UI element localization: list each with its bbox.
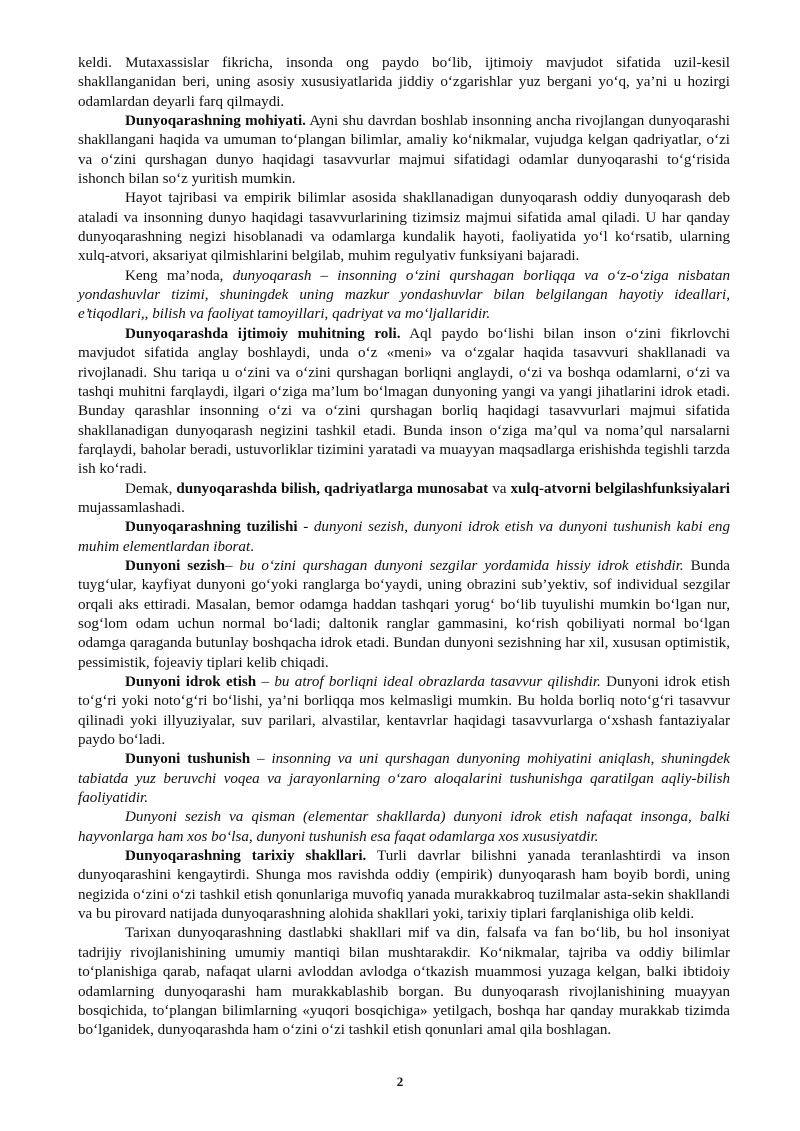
text-run: . <box>250 538 254 555</box>
paragraph-9 <box>78 750 730 808</box>
bold-text-run: Dunyoni tushunish <box>125 751 251 768</box>
text-run: Turli davrlar bilishni yanada teranlashtirdi va inson dunyoqarashini kengaytirdi. Shunga mos ravishda oddiy (empirik) dunyoqarash ham boyib bordi, uning negizida o‘zini o‘zi tashkil etish qonunlariga muvofiq yanada murakkabroq tuzilmalar asta-sekin shakllandi va bu pirovard natijada dunyoqarashning alohida shakllari yoki, tarixiy tiplari farqlanishiga olib keldi. <box>78 848 730 923</box>
text-run: - <box>297 519 314 536</box>
text-run: – <box>250 751 272 768</box>
text-run: Hayot tajribasi va empirik bilimlar asosida shakllanadigan dunyoqarash oddiy dunyoqarash deb ataladi va insonning dunyo haqidagi tasavvurlarining tizimsiz majmui sifatida amal qiladi. U har qanday dunyoqarashning negizi hisoblanadi va odamlarga kundalik hayoti, faoliyatida yo‘l ko‘rsatib, ularning xulq-atvori, aksariyat qilmishlarini belgilab, muhim regulyativ funksiyani bajaradi. <box>78 190 730 265</box>
italic-text-run: insonning va uni qurshagan dunyoning mohiyatini aniqlash, shuningdek tabiatda yuz beruvchi voqea va jarayonlarning o‘zaro aloqalarini tushunishga qaratilgan aqliy-bilish faoliyatidir. <box>78 751 730 807</box>
italic-text-run: Dunyoni sezish va qisman (elementar shakllarda) dunyoni idrok etish nafaqat insonga, balki hayvonlarga ham xos bo‘lsa, dunyoni tushunish esa faqat odamlarga xos xususiyatdir. <box>78 809 730 845</box>
text-run: va <box>488 480 511 497</box>
italic-text-run: dunyoni sezish, dunyoni idrok etish va dunyoni tushunish kabi eng muhim elementlardan iborat <box>78 519 730 555</box>
bold-text-run: xulq-atvorni belgilashfunksiyalari <box>510 480 730 497</box>
text-run: Keng ma’noda, <box>125 267 233 284</box>
document-body <box>78 54 730 1041</box>
bold-text-run: Dunyoqarashning tuzilishi <box>125 519 298 536</box>
bold-text-run: Dunyoni idrok etish <box>125 674 257 690</box>
italic-text-run: bu atrof borliqni ideal obrazlarda tasavvur qilishdir. <box>274 674 601 690</box>
paragraph-10 <box>78 808 730 847</box>
paragraph-5 <box>78 480 730 519</box>
bold-text-run: dunyoqarashda bilish, qadriyatlarga munosabat <box>176 480 489 497</box>
bold-text-run: Dunyoqarashda ijtimoiy muhitning roli. <box>125 325 401 342</box>
text-run: keldi. Mutaxassislar fikricha, insonda ong paydo bo‘lib, ijtimoiy mavjudot sifatida uzil-kesil shakllanganidan beri, uning asosiy xususiyatlarida jiddiy o‘zgarishlar yuz bergani yo‘q, ya’ni u hozirgi odamlardan deyarli farq qilmaydi. <box>78 55 730 110</box>
paragraph-2 <box>78 189 730 266</box>
italic-text-run: – bu o‘zini qurshagan dunyoni sezgilar yordamida hissiy idrok etishdir. <box>225 557 684 574</box>
text-run: Dunyoni idrok etish to‘g‘ri yoki noto‘g‘ri bo‘lishi, ya’ni borliqqa mos kelmasligi mumkin. Bu holda borliq noto‘g‘ri tasavvur qilinadi yoki illyuziyalar, suv parilari, alvastilar, kentavrlar haqidagi tasavvurlarga o‘xshash fantaziyalar paydo bo‘ladi. <box>78 674 730 749</box>
paragraph-7 <box>78 557 730 673</box>
text-run: Ayni shu davrdan boshlab insonning ancha rivojlangan dunyoqarashi shakllangani haqida va umuman to‘plangan bilimlar, amaliy ko‘nikmalar, vujudga kelgan qadriyatlar, o‘zi va o‘zini qurshagan dunyo haqidagi tasavvurlar majmui sifatidagi odamlar dunyoqarashi to‘g‘risida ishonch bilan so‘z yuritish mumkin. <box>78 113 730 188</box>
paragraph-3 <box>78 267 730 325</box>
bold-text-run: Dunyoqarashning mohiyati. <box>125 113 306 130</box>
bold-text-run: Dunyoni sezish <box>125 557 225 574</box>
paragraph-0 <box>78 54 730 112</box>
text-run: Aql paydo bo‘lishi bilan inson o‘zini fikrlovchi mavjudot sifatida anglay boshlaydi, unda o‘z «meni» va o‘zgalar haqida tasavvuri shakllanadi va rivojlanadi. Shu tariqa u o‘zini va o‘zini qurshagan borliqni anglaydi, o‘zi va boshqa odamlarni, o‘zi va tashqi muhitni farqlaydi, ilgari o‘ziga ma’lum bo‘lmagan dunyoning yangi va yangi jihatlarini idrok etadi. Bunday qarashlar insonning o‘zi va o‘zini qurshagan borliq haqidagi tasavvurlari majmui sifatida shakllanadigan dunyoqarash negizini tashkil etadi. Bunda inson o‘ziga ma’qul va noma’qul narsalarni farqlaydi, baholar beradi, ustuvorliklar tizimini yaratadi va muayyan maqsadlarga erishishda tegishli tarzda ish ko‘radi. <box>78 325 730 478</box>
text-run: Tarixan dunyoqarashning dastlabki shakllari mif va din, falsafa va fan bo‘lib, bu hol insoniyat tadrijiy rivojlanishining umumiy mantiqi bilan mushtarakdir. Ko‘nikmalar, tajriba va oddiy bilimlar to‘planishiga qarab, nafaqat ularni avloddan avlodga o‘tkazish muammosi yuzaga kelgan, balki ibtidoiy odamlarning dunyoqarashi ham murakkablashib borgan. Bu dunyoqarash rivojlanishining muayyan bosqichida, to‘plangan bilimlarning «yuqori bosqichiga» yetilgach, boshqa har qanday murakkab tizimda bo‘lganidek, dunyoqarashda ham o‘zini o‘zi tashkil etish qonunlari amal qila boshlagan. <box>78 925 730 1039</box>
paragraph-1 <box>78 112 730 189</box>
text-run: Bunda tuyg‘ular, kayfiyat dunyoni go‘yoki ranglarga bo‘yaydi, uning obrazini sub’yektiv, sof individual sezgilar orqali aks ettiradi. Masalan, bemor odamga haddan tashqari yorug‘ bo‘lib tuyulishi mumkin bo‘lgan nur, sog‘lom odam uchun normal bo‘ladi; daltonik ranglar gammasini, ko‘rish qobiliyati normal bo‘lgan odamga qaraganda butunlay boshqacha idrok etadi. Bundan dunyoni sezishning har xil, xususan optimistik, pessimistik, fojeaviy tiplari kelib chiqadi. <box>78 557 730 671</box>
italic-text-run: dunyoqarash – insonning o‘zini qurshagan borliqqa va o‘z-o‘ziga nisbatan yondashuvlar tizimi, shuningdek uning mazkur yondashuvlar bilan belgilangan hayotiy ideallari, e’tiqodlari,, bilish va faoliyat tamoyillari, qadriyat va mo‘ljallaridir. <box>78 267 730 323</box>
paragraph-8 <box>78 673 730 750</box>
paragraph-11 <box>78 847 730 924</box>
page-number: 2 <box>396 1074 404 1089</box>
paragraph-4 <box>78 325 730 480</box>
paragraph-6 <box>78 518 730 557</box>
text-run: – <box>256 674 275 690</box>
text-run: Demak, <box>125 480 177 497</box>
text-run: mujassamlashadi. <box>78 499 185 516</box>
bold-text-run: Dunyoqarashning tarixiy shakllari. <box>125 848 367 865</box>
paragraph-12 <box>78 924 730 1040</box>
